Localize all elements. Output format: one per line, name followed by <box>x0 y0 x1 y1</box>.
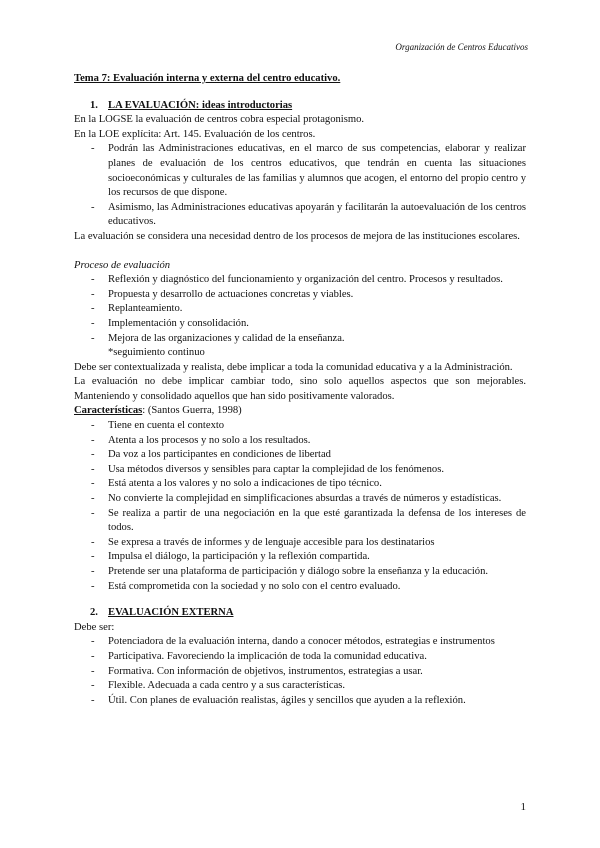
list-item: - Mejora de las organizaciones y calidad de la enseñanza. <box>74 332 526 347</box>
list-item: - Se expresa a través de informes y de lenguaje accesible para los destinatarios <box>74 536 526 551</box>
intro-line-logse: En la LOGSE la evaluación de centros cobra especial protagonismo. <box>74 114 365 126</box>
list-item: - No convierte la complejidad en simplificaciones absurdas a través de números y estadísticas. <box>74 492 526 507</box>
not-change-paragraph: La evaluación no debe implicar cambiar todo, sino solo aquellos aspectos que son mejorables. Manteniendo y consolidado aquellos que han sido positivamente valorados. <box>74 376 526 402</box>
list-item: - Replanteamiento. <box>74 302 526 317</box>
external-evaluation-list <box>74 635 526 708</box>
list-item: - Se realiza a partir de una negociación en la que esté garantizada la defensa de los intereses de todos. <box>74 507 526 536</box>
list-item: - Impulsa el diálogo, la participación y la reflexión compartida. <box>74 550 526 565</box>
list-item: - Reflexión y diagnóstico del funcionamiento y organización del centro. Procesos y resultados. <box>74 273 526 288</box>
list-item: - Formativa. Con información de objetivos, instrumentos, estrategias a usar. <box>74 665 526 680</box>
list-item: - Propuesta y desarrollo de actuaciones concretas y viables. <box>74 288 526 303</box>
list-item: - Podrán las Administraciones educativas, en el marco de sus competencias, elaborar y realizar planes de evaluación de los centros educativos, que tendrán en cuenta las situaciones socioeconómicas y culturales de las familias y alumnos que acogen, el entorno del propio centro y los recursos de que dispone. <box>74 142 526 200</box>
section-2-number: 2. <box>90 607 98 619</box>
document-body <box>74 72 526 708</box>
necessity-paragraph: La evaluación se considera una necesidad dentro de los procesos de mejora de las instituciones escolares. <box>74 230 520 242</box>
section-1-heading <box>74 99 526 114</box>
section-2-intro: Debe ser: <box>74 621 115 633</box>
document-title: Tema 7: Evaluación interna y externa del centro educativo. <box>74 73 341 84</box>
process-subtitle: Proceso de evaluación <box>74 259 171 271</box>
section-1-title: LA EVALUACIÓN: ideas introductorias <box>108 99 293 111</box>
intro-line-loe: En la LOE explícita: Art. 145. Evaluación de los centros. <box>74 128 316 140</box>
list-item: - Da voz a los participantes en condiciones de libertad <box>74 448 526 463</box>
list-item: - Atenta a los procesos y no solo a los resultados. <box>74 434 526 449</box>
characteristics-label: Características <box>74 405 143 417</box>
contextual-paragraph: Debe ser contextualizada y realista, debe implicar a toda la comunidad educativa y a la Administración. <box>74 361 513 373</box>
section-2-title: EVALUACIÓN EXTERNA <box>108 607 234 619</box>
list-item: - Asimismo, las Administraciones educativas apoyarán y facilitarán la autoevaluación de los centros educativos. <box>74 201 526 230</box>
characteristics-list <box>74 419 526 594</box>
list-item: - Está atenta a los valores y no solo a indicaciones de tipo técnico. <box>74 477 526 492</box>
section-2-heading <box>74 606 526 621</box>
list-item: - Participativa. Favoreciendo la implicación de toda la comunidad educativa. <box>74 650 526 665</box>
list-item: - Potenciadora de la evaluación interna, dando a conocer métodos, estrategias e instrumentos <box>74 635 526 650</box>
characteristics-heading <box>74 404 526 419</box>
list-item: - Útil. Con planes de evaluación realistas, ágiles y sencillos que ayuden a la reflexión. <box>74 694 526 709</box>
list-item: - Usa métodos diversos y sensibles para captar la complejidad de los fenómenos. <box>74 463 526 478</box>
list-item: - Flexible. Adecuada a cada centro y a sus características. <box>74 679 526 694</box>
page-number: 1 <box>520 801 526 813</box>
process-list <box>74 273 526 346</box>
loe-list <box>74 142 526 230</box>
list-item: - Tiene en cuenta el contexto <box>74 419 526 434</box>
characteristics-source: : (Santos Guerra, 1998) <box>142 405 242 417</box>
list-item: - Está comprometida con la sociedad y no solo con el centro evaluado. <box>74 580 526 595</box>
section-1-number: 1. <box>90 99 98 111</box>
running-header: Organización de Centros Educativos <box>395 42 528 52</box>
list-item: - Pretende ser una plataforma de participación y diálogo sobre la enseñanza y la educación. <box>74 565 526 580</box>
process-note: *seguimiento continuo <box>108 347 205 359</box>
list-item: - Implementación y consolidación. <box>74 317 526 332</box>
